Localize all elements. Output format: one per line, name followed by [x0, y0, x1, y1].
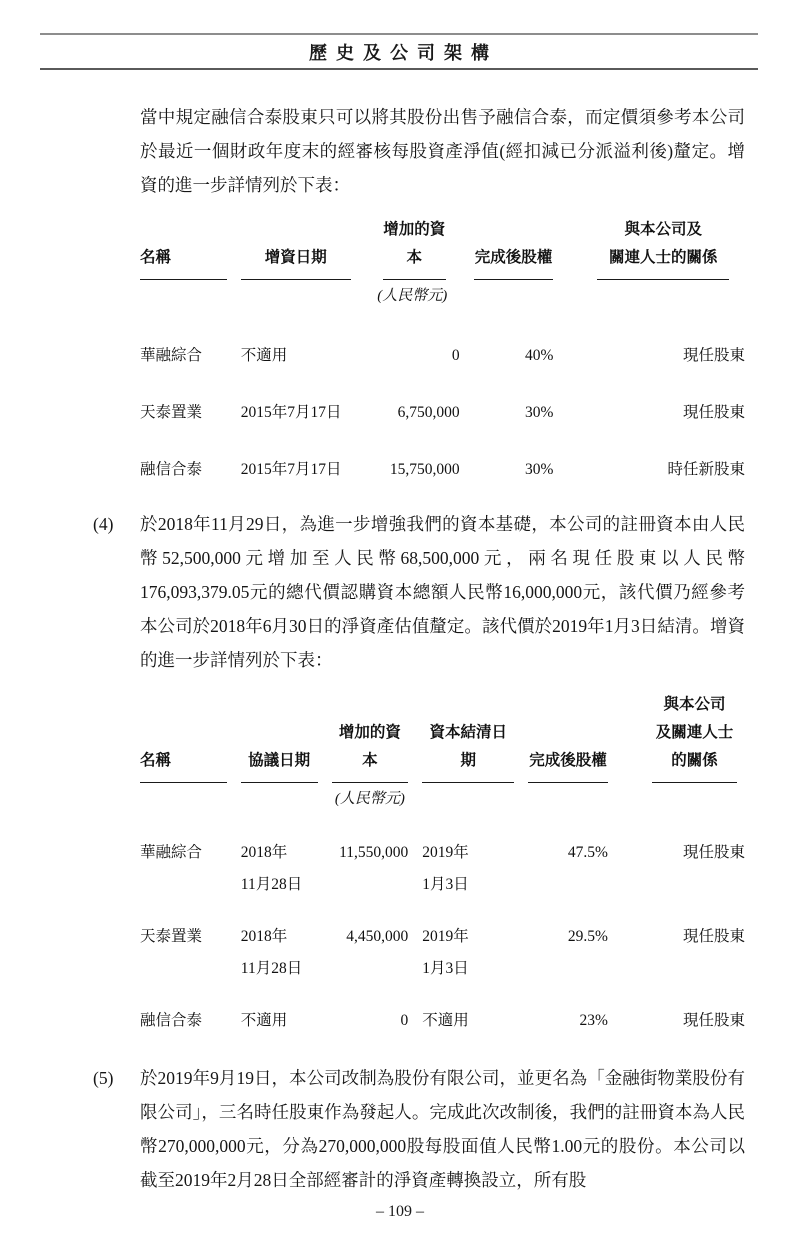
column-header-capital-added: 增加的資本: [383, 216, 446, 280]
cell-agreement-date: 不適用: [240, 1012, 288, 1029]
page-content: [93, 100, 745, 1197]
page-title: 歷史及公司架構: [309, 43, 498, 63]
cell-equity-after: 30%: [525, 404, 554, 421]
column-header-name: 名稱: [140, 244, 227, 280]
column-header-relation: [652, 691, 737, 783]
page-number: – 109 –: [376, 1203, 424, 1220]
cell-settlement-date: 2019年 1月3日: [422, 928, 469, 977]
column-header-agreement-date: 協議日期: [241, 747, 318, 783]
cell-capital-added: 15,750,000: [389, 461, 460, 478]
item-5: [93, 1061, 745, 1197]
cell-name: 天泰置業: [140, 404, 203, 421]
table-header-row: [140, 691, 745, 783]
cell-capital-added: 0: [400, 1012, 409, 1029]
column-header-equity-after: 完成後股權: [474, 244, 554, 280]
cell-increase-date: 2015年7月17日: [240, 461, 342, 478]
cell-settlement-date: 2019年 1月3日: [422, 844, 469, 893]
column-header-capital-added: 增加的資本: [332, 719, 409, 783]
table-row: [140, 428, 745, 485]
cell-relation: 現任股東: [682, 928, 745, 945]
cell-increase-date: 不適用: [240, 347, 288, 364]
cell-equity-after: 30%: [525, 461, 554, 478]
column-header-relation-line3: 的關係: [671, 752, 718, 769]
table-row: [140, 817, 745, 901]
capital-increase-table-2015: [140, 216, 745, 485]
table-row: [140, 985, 745, 1037]
cell-name: 天泰置業: [140, 928, 203, 945]
cell-increase-date: 2015年7月17日: [240, 404, 342, 421]
item-5-text: 於2019年9月19日，本公司改制為股份有限公司，並更名為「金融街物業股份有限公司」，三名時任股東作為發起人。完成此次改制後，我們的註冊資本為人民幣270,000,000元，分為270,000,000股每股面值人民幣1.00元的股份。本公司以截至2019年2月28日全部經審計的淨資產轉換設立，所有股: [140, 1068, 745, 1190]
currency-unit-note: (人民幣元): [334, 791, 405, 807]
table-row: [140, 901, 745, 985]
column-header-relation: [597, 216, 729, 280]
item-4: [93, 507, 745, 677]
table-row: [140, 371, 745, 428]
item-4-number: (4): [93, 514, 114, 534]
column-header-name: 名稱: [140, 747, 227, 783]
cell-relation: 現任股東: [682, 404, 745, 421]
table-row: [140, 314, 745, 371]
cell-name: 華融綜合: [140, 844, 203, 861]
cell-equity-after: 47.5%: [567, 844, 608, 861]
unit-row: [140, 783, 745, 817]
item-5-number: (5): [93, 1068, 114, 1088]
table-header-row: [140, 216, 745, 280]
column-header-relation-line2: 關連人士的關係: [608, 249, 718, 266]
cell-name: 融信合泰: [140, 1012, 203, 1029]
column-header-relation-line1: 與本公司: [663, 696, 726, 713]
cell-settlement-date: 不適用: [422, 1012, 469, 1029]
cell-relation: 現任股東: [682, 844, 745, 861]
cell-equity-after: 40%: [525, 347, 554, 364]
cell-equity-after: 29.5%: [567, 928, 608, 945]
cell-agreement-date: 2018年 11月28日: [240, 928, 303, 977]
column-header-relation-line2: 及關連人士: [655, 724, 734, 741]
page-footer: [0, 1203, 800, 1221]
cell-capital-added: 0: [451, 347, 460, 364]
cell-capital-added: 6,750,000: [397, 404, 460, 421]
intro-paragraph: 當中規定融信合泰股東只可以將其股份出售予融信合泰，而定價須參考本公司於最近一個財政年度末的經審核每股資產淨值(經扣減已分派溢利後)釐定。增資的進一步詳情列於下表：: [140, 107, 745, 195]
cell-capital-added: 4,450,000: [346, 928, 409, 945]
unit-row: [140, 280, 745, 314]
page-header: [40, 33, 758, 70]
column-header-equity-after: 完成後股權: [528, 747, 608, 783]
header-bottom-rule: [40, 68, 758, 70]
cell-agreement-date: 2018年 11月28日: [240, 844, 303, 893]
column-header-relation-line1: 與本公司及: [624, 221, 702, 238]
column-header-settlement-date: 資本結清日期: [422, 719, 514, 783]
column-header-increase-date: 增資日期: [241, 244, 351, 280]
cell-relation: 現任股東: [682, 1012, 745, 1029]
capital-increase-table-2018: [140, 691, 745, 1037]
currency-unit-note: (人民幣元): [377, 288, 448, 304]
cell-relation: 現任股東: [682, 347, 745, 364]
cell-name: 華融綜合: [140, 347, 203, 364]
item-4-text: 於2018年11月29日，為進一步增強我們的資本基礎，本公司的註冊資本由人民幣52,500,000元增加至人民幣68,500,000元，兩名現任股東以人民幣176,093,379.05元的總代價認購資本總額人民幣16,000,000元，該代價乃經參考本公司於2018年6月30日的淨資產估值釐定。該代價於2019年1月3日結清。增資的進一步詳情列於下表：: [140, 514, 745, 670]
cell-capital-added: 11,550,000: [339, 844, 409, 861]
cell-equity-after: 23%: [579, 1012, 608, 1029]
cell-relation: 時任新股東: [667, 461, 745, 478]
cell-name: 融信合泰: [140, 461, 203, 478]
